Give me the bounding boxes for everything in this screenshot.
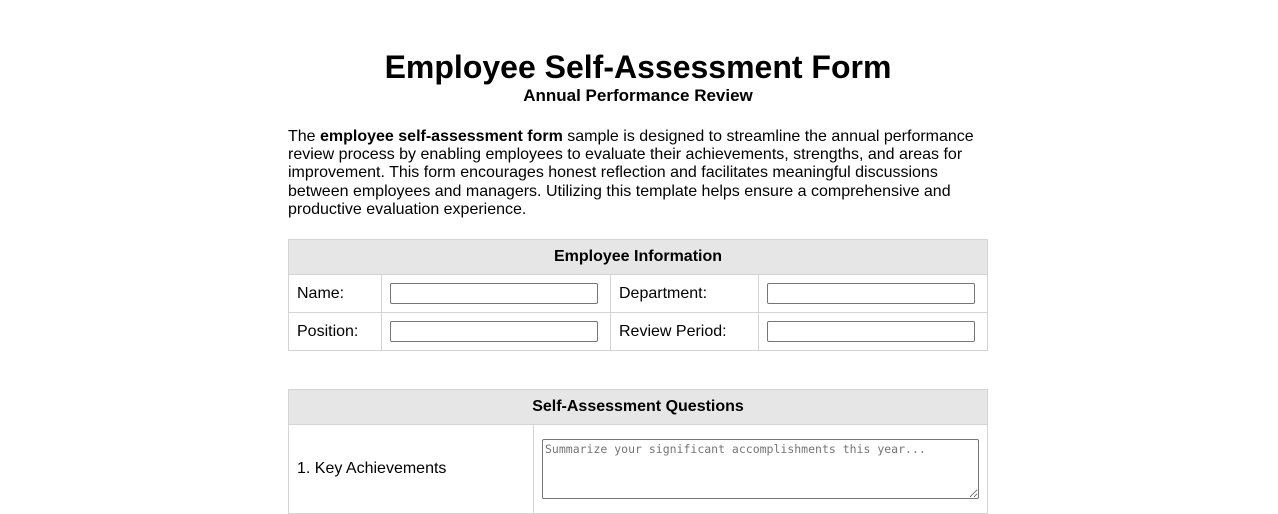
employee-information-heading: Employee Information [289, 240, 988, 275]
department-input[interactable] [767, 283, 975, 304]
intro-bold-term: employee self-assessment form [320, 128, 563, 145]
page-subtitle: Annual Performance Review [523, 86, 753, 105]
employee-information-table [288, 239, 988, 351]
name-cell [382, 275, 611, 313]
review-period-cell [759, 313, 988, 351]
intro-paragraph [288, 128, 978, 219]
position-input[interactable] [390, 321, 598, 342]
review-period-label: Review Period: [611, 313, 759, 351]
self-assessment-questions-heading: Self-Assessment Questions [289, 390, 988, 425]
name-input[interactable] [390, 283, 598, 304]
position-label: Position: [289, 313, 382, 351]
position-cell [382, 313, 611, 351]
table-row [289, 425, 988, 514]
self-assessment-questions-table [288, 389, 988, 514]
name-label: Name: [289, 275, 382, 313]
department-label: Department: [611, 275, 759, 313]
department-cell [759, 275, 988, 313]
intro-prefix: The [288, 128, 321, 145]
form-page [288, 0, 988, 514]
table-row [289, 275, 988, 313]
table-row [289, 313, 988, 351]
review-period-input[interactable] [767, 321, 975, 342]
key-achievements-label: 1. Key Achievements [289, 425, 534, 514]
key-achievements-textarea[interactable] [542, 439, 979, 499]
intro-suffix: sample is designed to streamline the annual performance review process by enabling employees to evaluate their achievements, strengths, and areas for improvement. This form encourages honest reflection and facilitates meaningful discussions between employees and managers. Utilizing this template helps ensure a comprehensive and productive evaluation experience. [288, 128, 974, 218]
page-title: Employee Self-Assessment Form [384, 49, 892, 85]
key-achievements-cell [534, 425, 988, 514]
